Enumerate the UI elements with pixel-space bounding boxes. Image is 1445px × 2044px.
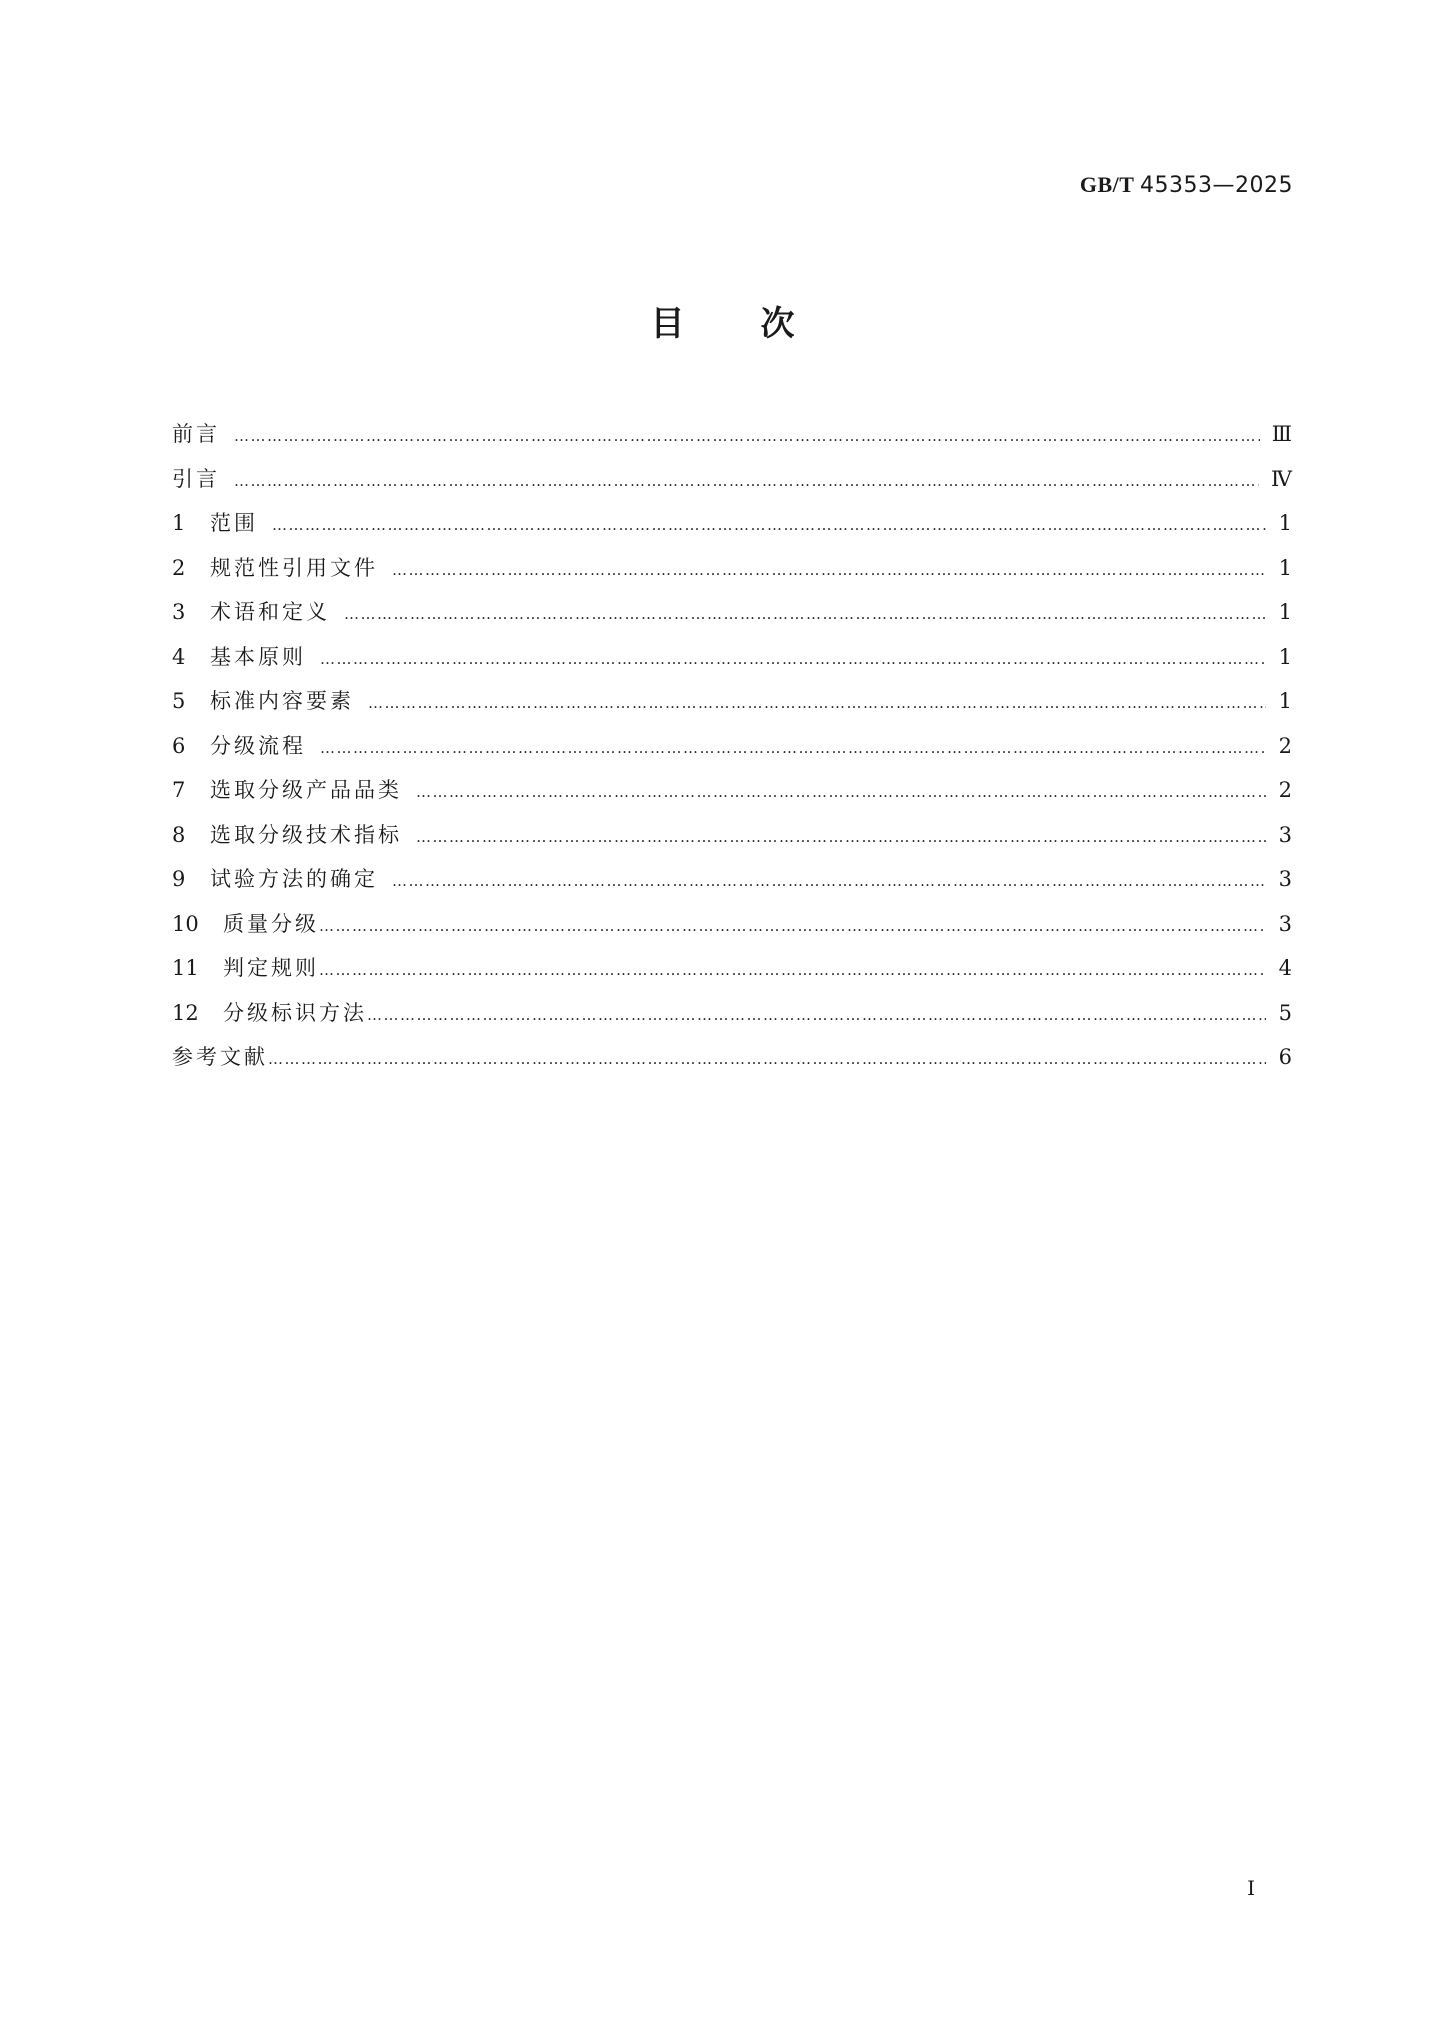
toc-title: 基本原则: [210, 644, 306, 669]
toc-entry-foreword[interactable]: [172, 412, 1292, 457]
toc-page-number: Ⅲ: [1271, 422, 1292, 446]
toc-page-number: 5: [1278, 1000, 1292, 1025]
toc-page-number: 1: [1278, 600, 1292, 624]
toc-page-number: 1: [1278, 644, 1292, 669]
toc-entry-introduction[interactable]: [172, 457, 1292, 502]
toc-section-number: 8: [172, 822, 186, 847]
toc-entry-11[interactable]: [172, 946, 1292, 991]
toc-leader-dots: [344, 592, 1266, 637]
toc-page-number: 4: [1278, 956, 1292, 980]
toc-section-number: 1: [172, 511, 186, 535]
standard-code: 45353—2025: [1140, 173, 1293, 198]
page-title: [0, 296, 1445, 345]
toc-section-number: 6: [172, 733, 186, 758]
title-part-1: 目: [650, 304, 685, 344]
toc-entry-7[interactable]: [172, 768, 1292, 813]
toc-leader-dots: [392, 548, 1266, 593]
toc-leader-dots: [234, 459, 1259, 504]
toc-entry-9[interactable]: [172, 857, 1292, 902]
toc-page-number: 1: [1278, 555, 1292, 580]
toc-entry-references[interactable]: [172, 1035, 1292, 1080]
toc-title: 参考文献: [172, 1045, 268, 1069]
toc-page-number: 3: [1278, 867, 1292, 891]
toc-entry-12[interactable]: [172, 991, 1292, 1036]
toc-page-number: 1: [1278, 689, 1292, 713]
toc-title: 术语和定义: [210, 600, 330, 624]
toc-title: 规范性引用文件: [210, 555, 378, 580]
toc-title: 质量分级: [223, 911, 319, 936]
toc-entry-5[interactable]: [172, 679, 1292, 724]
toc-page-number: Ⅳ: [1271, 466, 1292, 491]
toc-leader-dots: [367, 993, 1266, 1038]
toc-section-number: 5: [172, 689, 186, 713]
toc-entry-2[interactable]: [172, 546, 1292, 591]
toc-section-number: 10: [172, 911, 199, 936]
toc-section-number: 2: [172, 555, 186, 580]
toc-section-number: 3: [172, 600, 186, 624]
page-number: Ⅰ: [1247, 1876, 1255, 1900]
toc-leader-dots: [320, 637, 1266, 682]
toc-entry-3[interactable]: [172, 590, 1292, 635]
toc-entry-8[interactable]: [172, 813, 1292, 858]
toc-leader-dots: [268, 1037, 1266, 1082]
title-part-2: 次: [760, 304, 795, 344]
toc-section-number: 11: [172, 956, 199, 980]
toc-section-number: 4: [172, 644, 186, 669]
standard-prefix: GB/T: [1079, 172, 1135, 197]
toc-leader-dots: [320, 726, 1266, 771]
toc-title: 标准内容要素: [210, 689, 354, 713]
toc-leader-dots: [392, 859, 1266, 904]
toc-leader-dots: [368, 681, 1266, 726]
toc-entry-6[interactable]: [172, 724, 1292, 769]
toc-title: 试验方法的确定: [210, 867, 378, 891]
toc-leader-dots: [319, 904, 1266, 949]
toc-section-number: 12: [172, 1000, 199, 1025]
toc-page-number: 3: [1278, 911, 1292, 936]
toc-leader-dots: [416, 770, 1266, 815]
toc-title: 范围: [210, 511, 258, 535]
toc-title: 分级标识方法: [223, 1000, 367, 1025]
toc-title: 引言: [172, 466, 220, 491]
toc-title: 判定规则: [223, 956, 319, 980]
toc-section-number: 7: [172, 778, 186, 802]
toc-title: 选取分级产品品类: [210, 778, 402, 802]
standard-number: [1080, 172, 1293, 198]
toc-page-number: 1: [1278, 511, 1292, 535]
toc-entry-4[interactable]: [172, 635, 1292, 680]
toc-section-number: 9: [172, 867, 186, 891]
toc-leader-dots: [416, 815, 1266, 860]
toc-title: 选取分级技术指标: [210, 822, 402, 847]
toc-page-number: 2: [1278, 778, 1292, 802]
toc-title: 分级流程: [210, 733, 306, 758]
toc-title: 前言: [172, 422, 220, 446]
toc-page-number: 6: [1278, 1045, 1292, 1069]
toc-leader-dots: [319, 948, 1266, 993]
toc-leader-dots: [234, 414, 1260, 459]
table-of-contents: [172, 412, 1292, 1080]
toc-page-number: 2: [1278, 733, 1292, 758]
toc-leader-dots: [272, 503, 1266, 548]
toc-page-number: 3: [1278, 822, 1292, 847]
toc-entry-1[interactable]: [172, 501, 1292, 546]
toc-entry-10[interactable]: [172, 902, 1292, 947]
